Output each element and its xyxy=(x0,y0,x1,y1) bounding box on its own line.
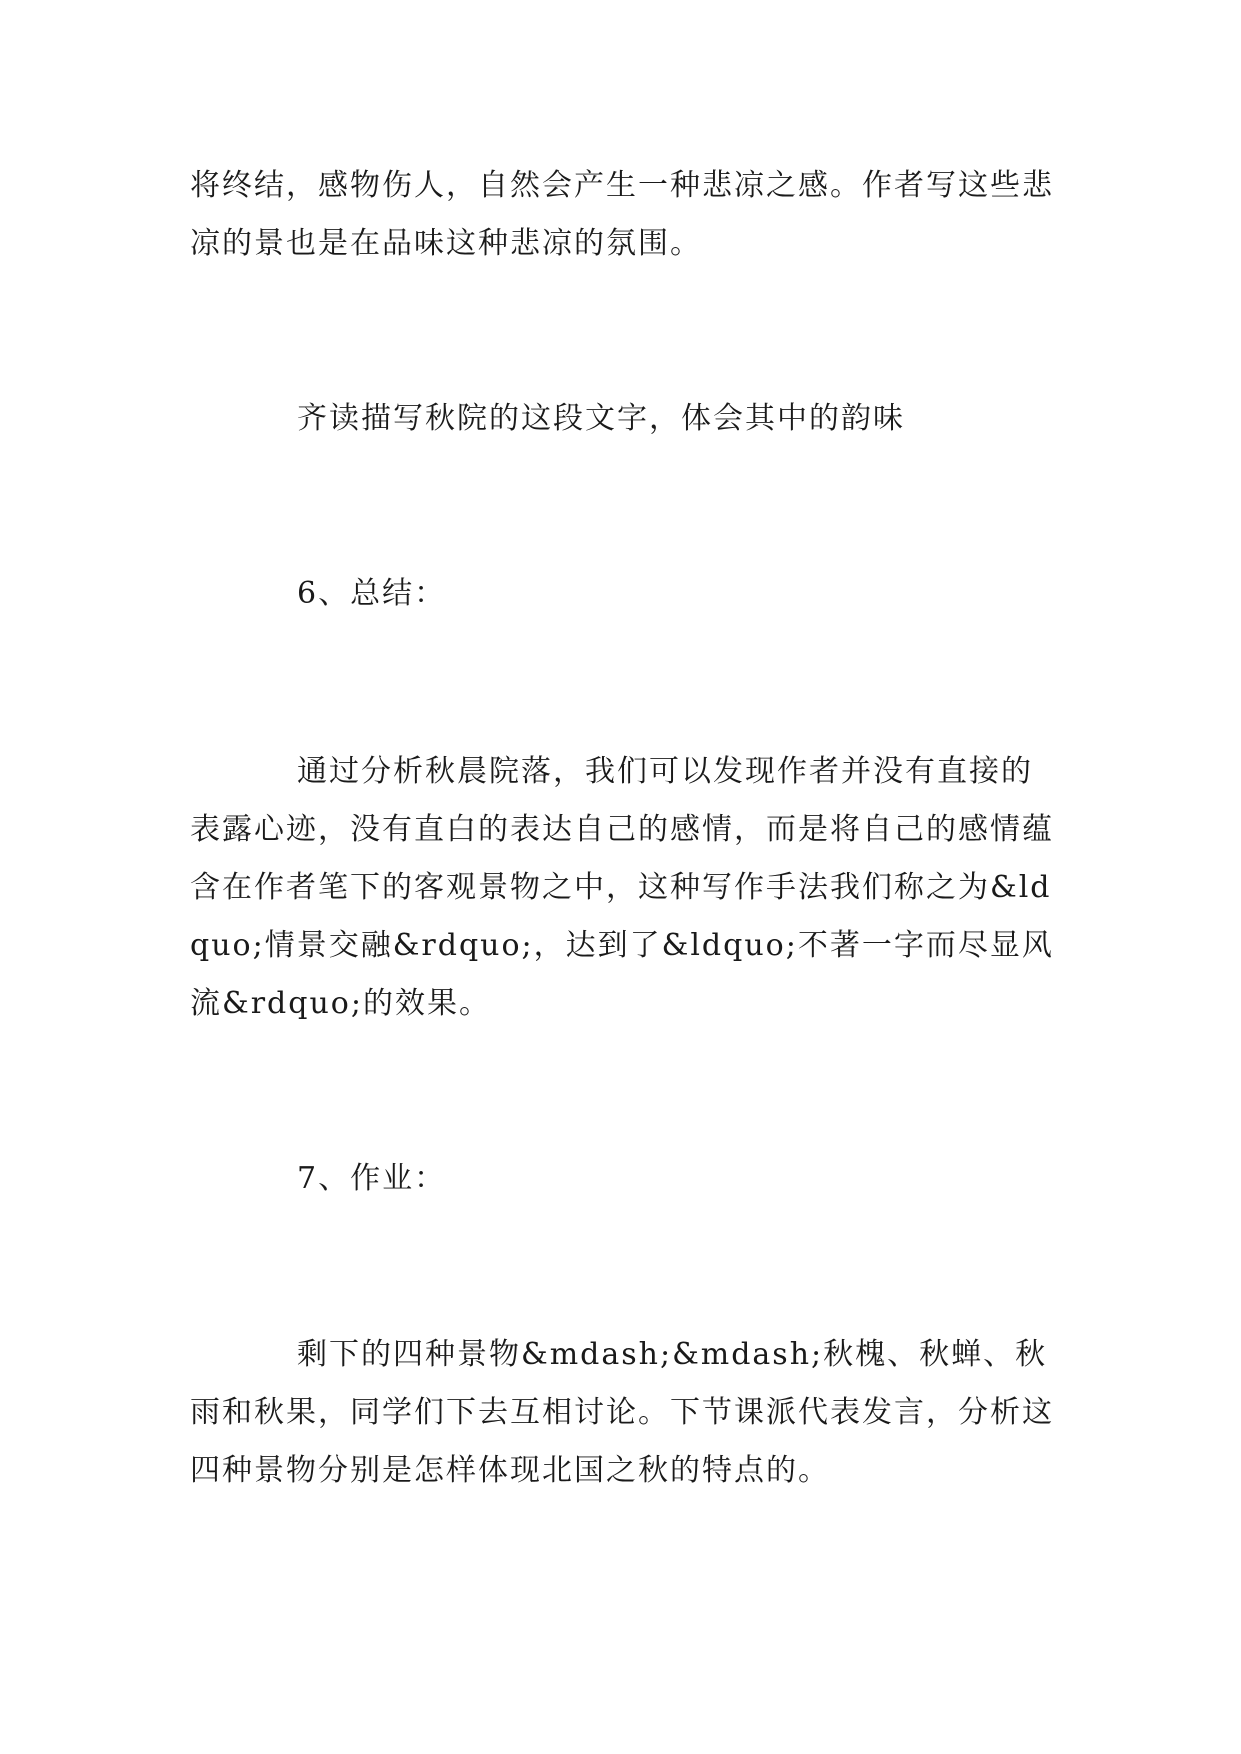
paragraph-summary: 通过分析秋晨院落，我们可以发现作者并没有直接的表露心迹，没有直白的表达自己的感情，而是将自己的感情蕴含在作者笔下的客观景物之中，这种写作手法我们称之为&ldquo;情景交融&rdquo;，达到了&ldquo;不著一字而尽显风流&rdquo;的效果。 xyxy=(190,754,1054,1021)
paragraph-recitation: 齐读描写秋院的这段文字，体会其中的韵味 xyxy=(297,401,905,436)
heading-summary: 6、总结： xyxy=(297,576,447,611)
paragraph-continuation: 将终结，感物伤人，自然会产生一种悲凉之感。作者写这些悲凉的景也是在品味这种悲凉的氛围。 xyxy=(190,168,1054,261)
paragraph-homework: 剩下的四种景物&mdash;&mdash;秋槐、秋蝉、秋雨和秋果，同学们下去互相讨论。下节课派代表发言，分析这四种景物分别是怎样体现北国之秋的特点的。 xyxy=(190,1337,1054,1488)
heading-homework: 7、作业： xyxy=(297,1161,447,1196)
